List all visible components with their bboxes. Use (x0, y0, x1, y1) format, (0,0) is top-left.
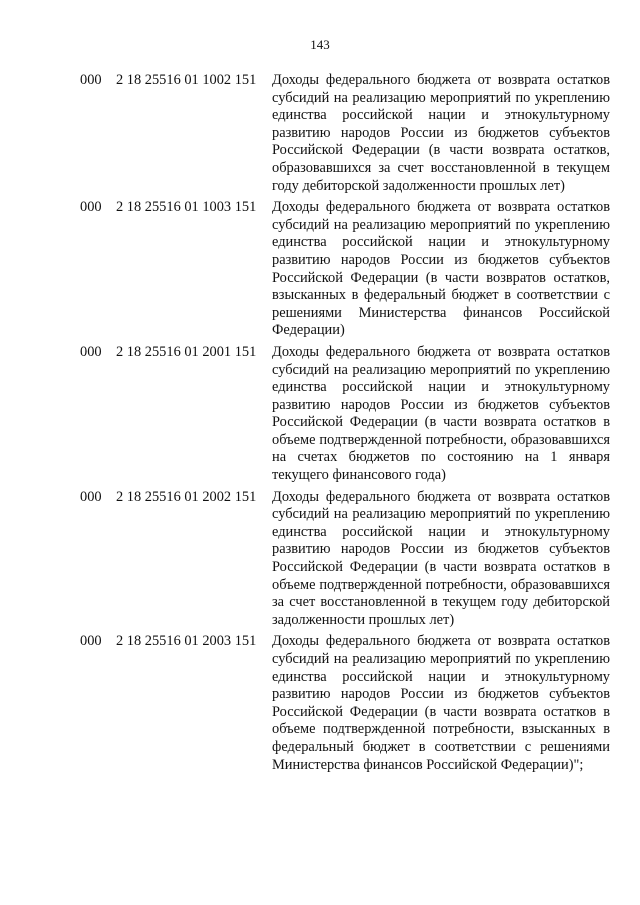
income-description: Доходы федерального бюджета от возврата остатков субсидий на реализацию мероприятий по укреплению единства российской нации и этнокультурному развитию народов России из бюджетов субъектов Российской Федерации (в части возврата остатков в объеме подтвержденной потребности, образовавшихся на счетах бюджетов по состоянию на 1 января текущего финансового года) (272, 343, 610, 484)
table-row (0, 633, 640, 774)
income-description: Доходы федерального бюджета от возврата остатков субсидий на реализацию мероприятий по укреплению единства российской нации и этнокультурному развитию народов России из бюджетов субъектов Российской Федерации (в части возврата остатков в объеме подтвержденной потребности, образовавшихся за счет восстановленной в текущем году дебиторской задолженности прошлых лет) (272, 488, 610, 628)
administrator-code: 000 (80, 199, 102, 216)
page-number: 143 (310, 37, 330, 52)
income-description: Доходы федерального бюджета от возврата остатков субсидий на реализацию мероприятий по укреплению единства российской нации и этнокультурному развитию народов России из бюджетов субъектов Российской Федерации (в части возврата остатков, образовавшихся за счет восстановленной в текущем году дебиторской задолженности прошлых лет) (272, 72, 610, 194)
budget-classification-code: 2 18 25516 01 1003 151 (116, 199, 257, 216)
table-row (0, 72, 640, 195)
income-description: Доходы федерального бюджета от возврата остатков субсидий на реализацию мероприятий по укреплению единства российской нации и этнокультурному развитию народов России из бюджетов субъектов Российской Федерации (в части возврата остатков в объеме подтвержденной потребности, взысканных в федеральный бюджет в соответствии с решениями Министерства финансов Российской Федерации)"; (272, 633, 610, 773)
administrator-code: 000 (80, 343, 102, 360)
administrator-code: 000 (80, 633, 102, 650)
table-row (0, 199, 640, 340)
income-description: Доходы федерального бюджета от возврата остатков субсидий на реализацию мероприятий по укреплению единства российской нации и этнокультурному развитию народов России из бюджетов субъектов Российской Федерации (в части возвратов остатков, взысканных в федеральный бюджет в соответствии с решениями Министерства финансов Российской Федерации) (272, 199, 610, 339)
administrator-code: 000 (80, 72, 102, 88)
administrator-code: 000 (80, 488, 102, 505)
budget-classification-code: 2 18 25516 01 2003 151 (116, 633, 257, 650)
budget-classification-code: 2 18 25516 01 1002 151 (116, 72, 257, 88)
table-row (0, 344, 640, 485)
table-row (0, 489, 640, 630)
budget-classification-code: 2 18 25516 01 2002 151 (116, 488, 257, 505)
budget-code-table (0, 72, 640, 778)
budget-classification-code: 2 18 25516 01 2001 151 (116, 343, 257, 360)
